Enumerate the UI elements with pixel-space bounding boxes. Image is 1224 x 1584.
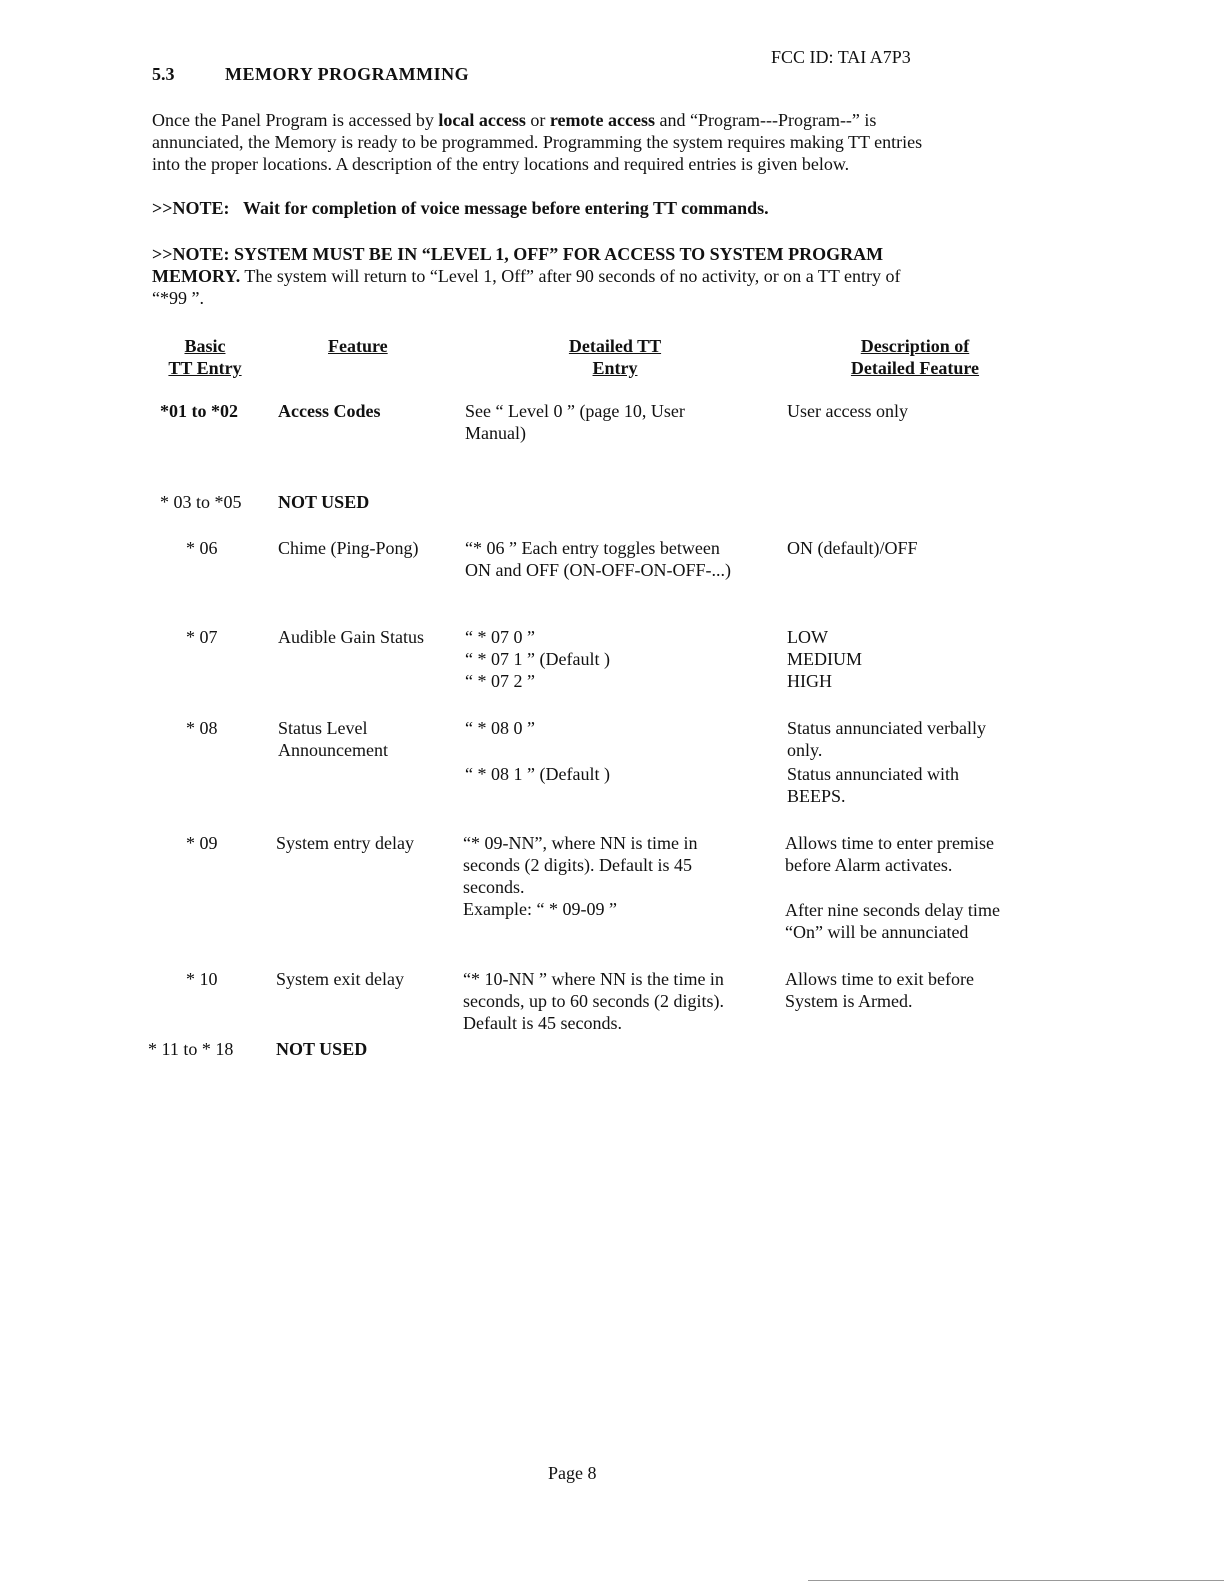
row-detail: “* 10-NN ” where NN is the time in seconds, up to 60 seconds (2 digits). Default is 45 seconds. xyxy=(463,969,724,1033)
intro-line-2: annunciated, the Memory is ready to be programmed. Programming the system requires making TT entries xyxy=(152,132,923,152)
row-entry: * 07 xyxy=(186,627,218,647)
row-detail: “* 09-NN”, where NN is time in seconds (2 digits). Default is 45 seconds. Example: “ * 09-09 ” xyxy=(463,833,698,919)
note-1-prefix: >>NOTE: xyxy=(152,198,230,218)
section-number: 5.3 xyxy=(152,64,175,84)
scan-edge-line xyxy=(808,1580,1224,1581)
row-description: ON (default)/OFF xyxy=(787,538,918,558)
note-1 xyxy=(152,197,1052,219)
row-feature: NOT USED xyxy=(276,1039,368,1059)
row-description-a: Status annunciated verbally only. xyxy=(787,718,986,760)
row-entry: * 03 to *05 xyxy=(160,492,242,512)
note-1-text: Wait for completion of voice message before entering TT commands. xyxy=(243,198,769,218)
row-entry: * 06 xyxy=(186,538,218,558)
row-feature: Audible Gain Status xyxy=(278,627,424,647)
intro-line-1: Once the Panel Program is accessed by local access or remote access and “Program---Program--” is xyxy=(152,110,877,130)
row-detail: “ * 07 0 ” “ * 07 1 ” (Default ) “ * 07 2 ” xyxy=(465,627,610,691)
row-entry: *01 to *02 xyxy=(160,401,238,421)
row-detail: See “ Level 0 ” (page 10, User Manual) xyxy=(465,401,685,443)
intro-paragraph xyxy=(152,109,1052,175)
row-detail: “* 06 ” Each entry toggles between ON and OFF (ON-OFF-ON-OFF-...) xyxy=(465,538,732,580)
row-entry: * 11 to * 18 xyxy=(148,1039,234,1059)
header-description: Description of Detailed Feature xyxy=(850,336,980,378)
row-description: Allows time to exit before System is Armed. xyxy=(785,969,974,1011)
header-detailed-tt-entry: Detailed TT Entry xyxy=(568,336,662,378)
row-description: User access only xyxy=(787,401,908,421)
header-feature: Feature xyxy=(328,336,388,356)
header-basic-tt-entry: Basic TT Entry xyxy=(168,336,242,378)
row-feature: Chime (Ping-Pong) xyxy=(278,538,419,558)
section-title: MEMORY PROGRAMMING xyxy=(225,64,470,84)
row-feature: System entry delay xyxy=(276,833,414,853)
row-description-a: Allows time to enter premise before Alarm activates. xyxy=(785,833,994,875)
page-number: Page 8 xyxy=(548,1463,597,1483)
row-detail-b: “ * 08 1 ” (Default ) xyxy=(465,764,610,784)
row-entry: * 08 xyxy=(186,718,218,738)
row-description-b: After nine seconds delay time “On” will be annunciated xyxy=(785,900,1000,942)
note-2 xyxy=(152,243,1052,309)
note-2-heading: >>NOTE: SYSTEM MUST BE IN “LEVEL 1, OFF” FOR ACCESS TO SYSTEM PROGRAM xyxy=(152,244,884,264)
row-description: LOW MEDIUM HIGH xyxy=(787,627,862,691)
row-feature: NOT USED xyxy=(278,492,370,512)
row-feature: System exit delay xyxy=(276,969,404,989)
row-description-b: Status annunciated with BEEPS. xyxy=(787,764,959,806)
intro-line-3: into the proper locations. A description of the entry locations and required entries is given below. xyxy=(152,154,850,174)
fcc-id: FCC ID: TAI A7P3 xyxy=(771,47,911,67)
note-2-line-2: MEMORY. The system will return to “Level 1, Off” after 90 seconds of no activity, or on a TT entry of xyxy=(152,266,901,286)
row-feature: Access Codes xyxy=(278,401,381,421)
row-feature: Status Level Announcement xyxy=(278,718,388,760)
note-2-line-3: “*99 ”. xyxy=(152,288,204,308)
row-entry: * 09 xyxy=(186,833,218,853)
row-detail-a: “ * 08 0 ” xyxy=(465,718,535,738)
row-entry: * 10 xyxy=(186,969,218,989)
